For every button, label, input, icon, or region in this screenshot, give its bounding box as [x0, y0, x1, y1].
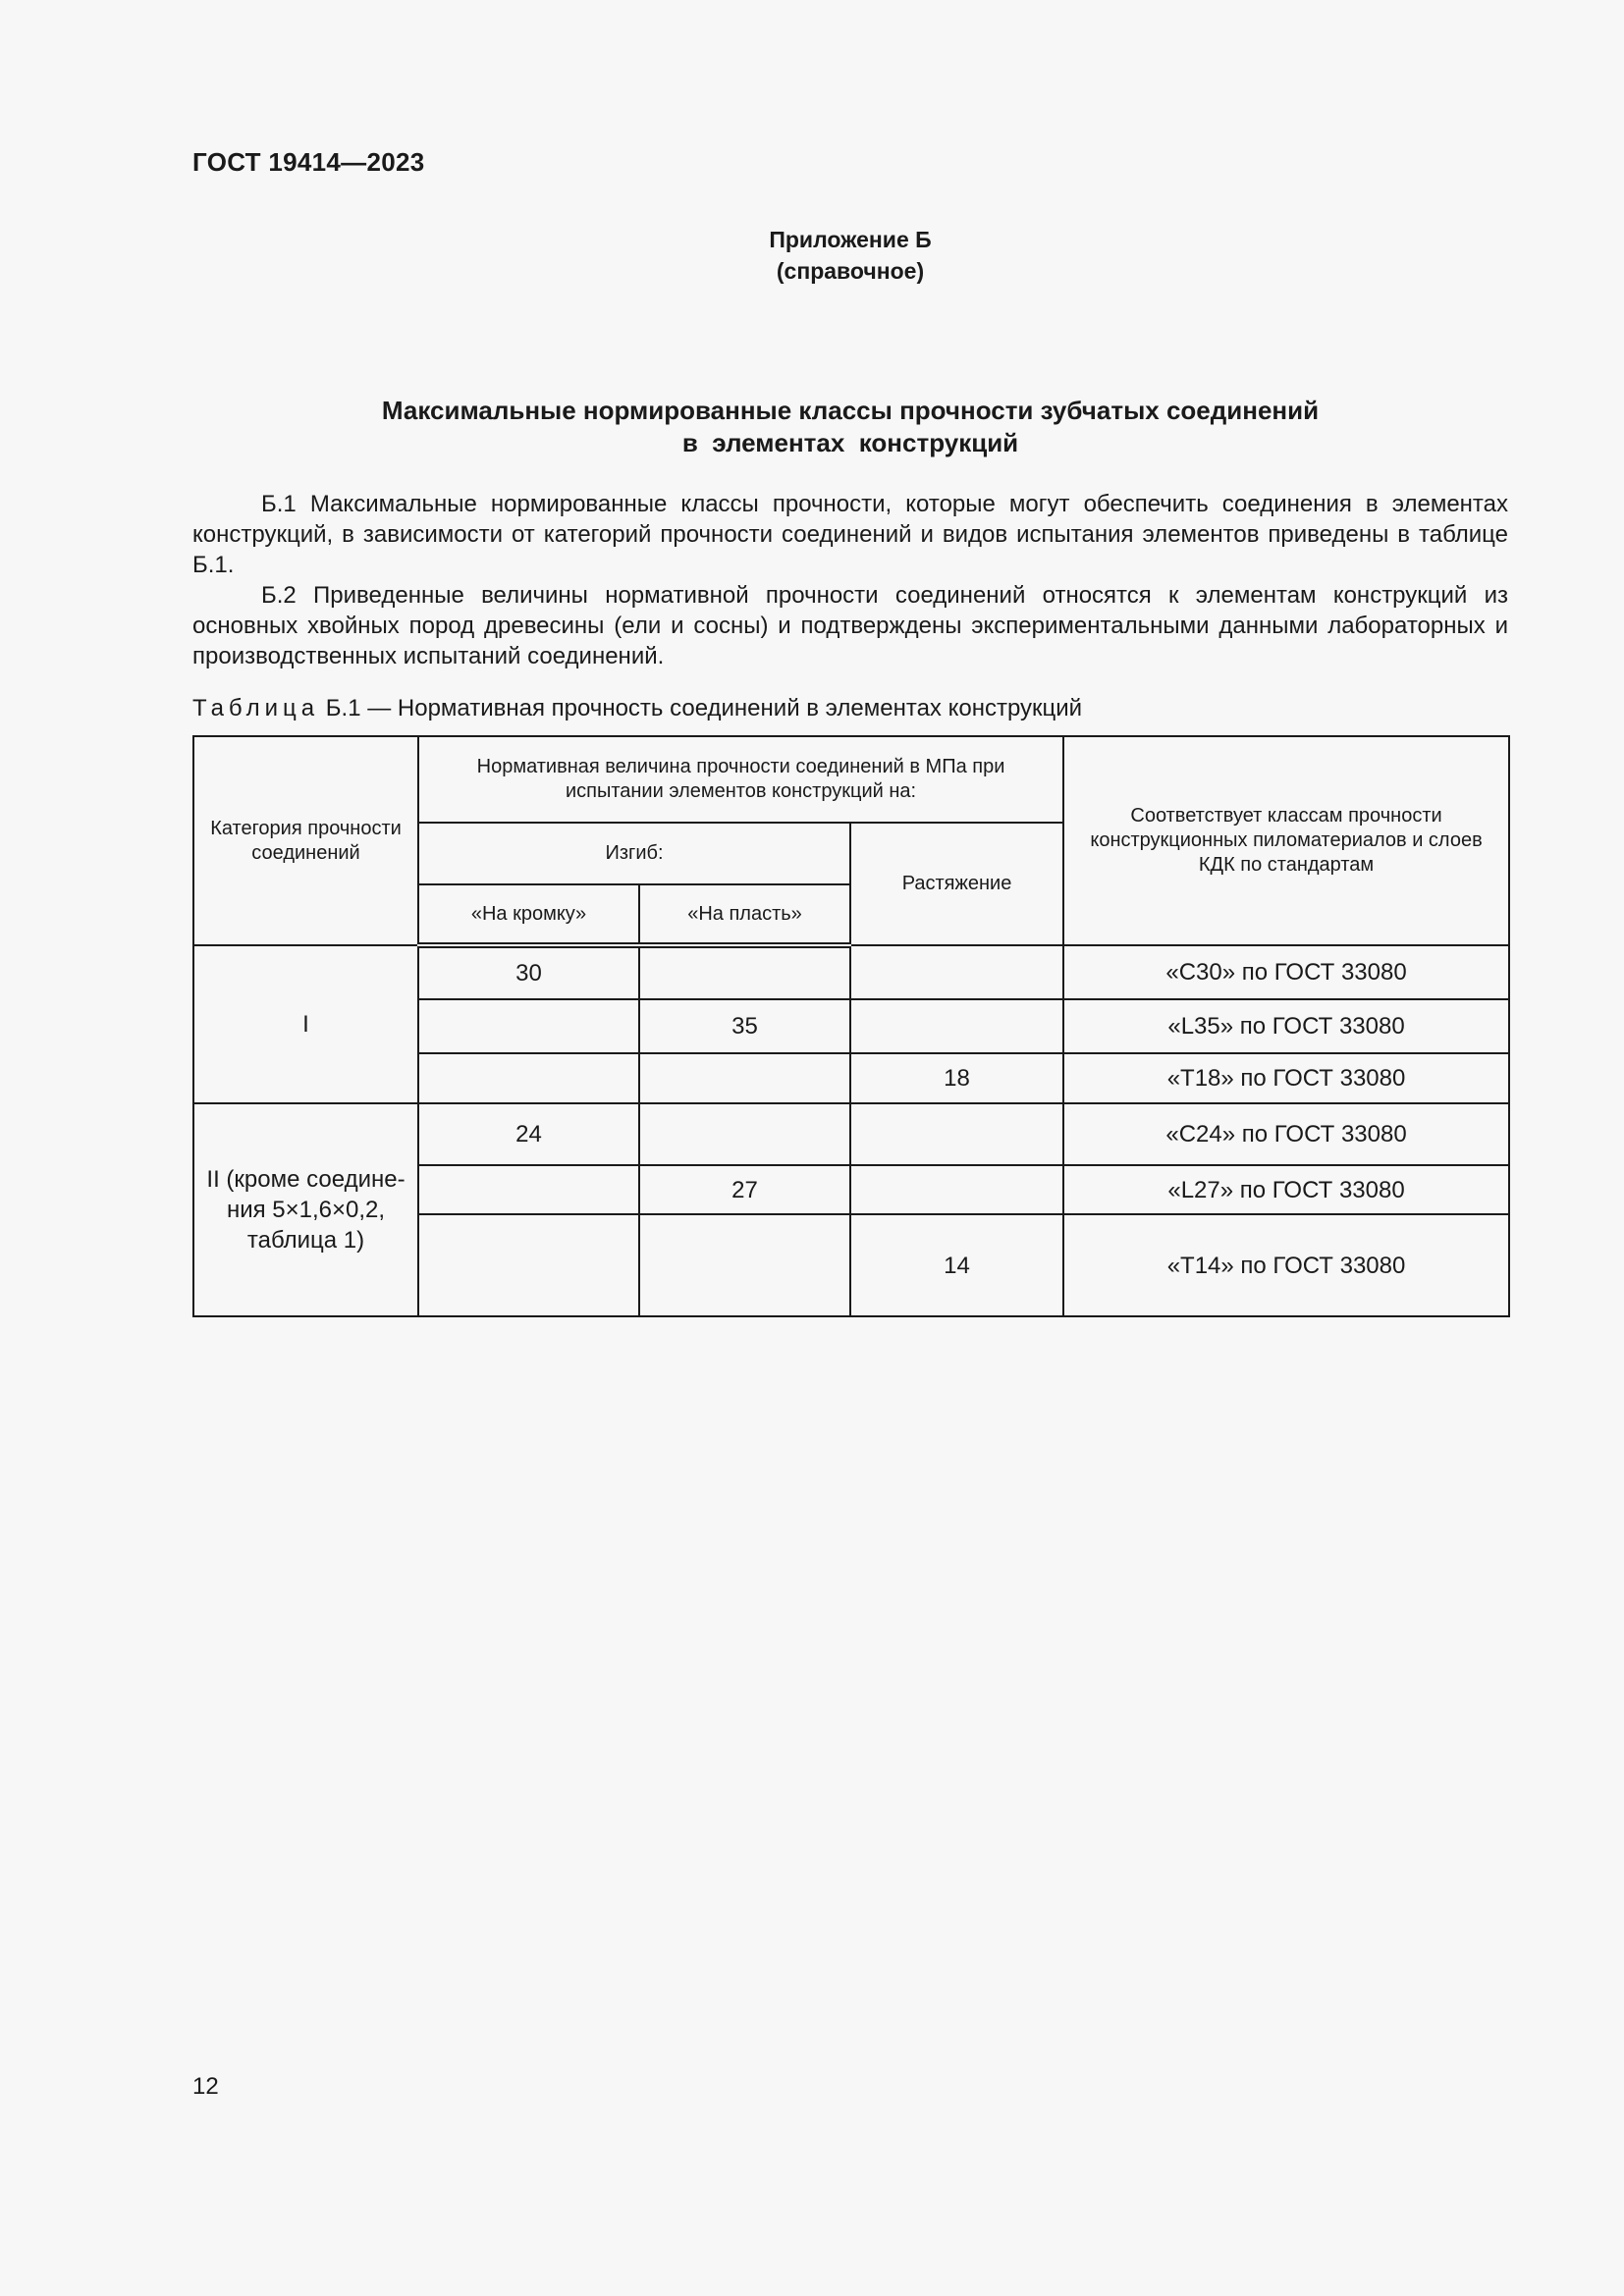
paragraph-b2 [192, 580, 1508, 671]
cell-flat: 35 [639, 999, 850, 1053]
cell-class: «Т14» по ГОСТ 33080 [1063, 1214, 1509, 1316]
cell-edge: 30 [418, 945, 639, 999]
paragraph-b1 [192, 489, 1508, 580]
cell-tension [850, 1103, 1063, 1165]
page-number: 12 [192, 2073, 219, 2100]
appendix-title: Приложение Б [769, 227, 932, 252]
cell-edge: 24 [418, 1103, 639, 1165]
appendix-heading [192, 224, 1508, 287]
cell-class: «L27» по ГОСТ 33080 [1063, 1165, 1509, 1214]
cell-tension [850, 1165, 1063, 1214]
cell-edge [418, 1214, 639, 1316]
table-caption-text: Б.1 — Нормативная прочность соединений в элементах конструкций [325, 695, 1083, 721]
table-row [193, 1103, 1509, 1165]
cell-class: «С24» по ГОСТ 33080 [1063, 1103, 1509, 1165]
cell-tension: 18 [850, 1053, 1063, 1103]
cell-flat: 27 [639, 1165, 850, 1214]
category-cell: I [193, 945, 418, 1103]
table-caption-label: Таблица [192, 695, 320, 721]
table-caption [192, 693, 1082, 723]
section-title-line-1: Максимальные нормированные классы прочности зубчатых соединений [381, 396, 1320, 425]
header-flat: «На пласть» [639, 884, 850, 945]
section-title-line-2: в элементах конструкций [681, 428, 1019, 457]
cell-flat [639, 1053, 850, 1103]
cell-edge [418, 1053, 639, 1103]
paragraph-b1-text: Б.1 Максимальные нормированные классы прочности, которые могут обеспечить соединения в элементах конструкций, в зависимости от категорий прочности соединений и видов испытания элементов приведены в таблице Б.1. [192, 491, 1508, 578]
header-category: Категория прочности соединений [193, 736, 418, 945]
cell-tension: 14 [850, 1214, 1063, 1316]
header-edge: «На кромку» [418, 884, 639, 945]
cell-class: «Т18» по ГОСТ 33080 [1063, 1053, 1509, 1103]
paragraph-b2-text: Б.2 Приведенные величины нормативной прочности соединений относятся к элементам конструкций из основных хвойных пород древесины (ели и сосны) и подтверждены экспериментальными данными лабораторных и производственных испытаний соединений. [192, 582, 1508, 669]
header-tension: Растяжение [850, 823, 1063, 945]
cell-flat [639, 1214, 850, 1316]
header-classes: Соответствует классам прочности конструкционных пиломатериалов и слоев КДК по стандартам [1063, 736, 1509, 945]
cell-tension [850, 999, 1063, 1053]
cell-flat [639, 1103, 850, 1165]
category-cell: II (кроме соедине- ния 5×1,6×0,2, таблица 1) [193, 1103, 418, 1316]
section-title [192, 395, 1508, 459]
cell-edge [418, 1165, 639, 1214]
header-bending: Изгиб: [418, 823, 850, 884]
cell-edge [418, 999, 639, 1053]
cell-class: «L35» по ГОСТ 33080 [1063, 999, 1509, 1053]
cell-flat [639, 945, 850, 999]
cell-tension [850, 945, 1063, 999]
table-row [193, 945, 1509, 999]
strength-table-wrapper [192, 735, 1508, 1317]
cell-class: «С30» по ГОСТ 33080 [1063, 945, 1509, 999]
document-code: ГОСТ 19414—2023 [192, 147, 425, 177]
header-normative: Нормативная величина прочности соединений в МПа при испытании элементов конструкций на: [418, 736, 1063, 823]
appendix-type: (справочное) [776, 258, 925, 284]
strength-table [192, 735, 1510, 1317]
